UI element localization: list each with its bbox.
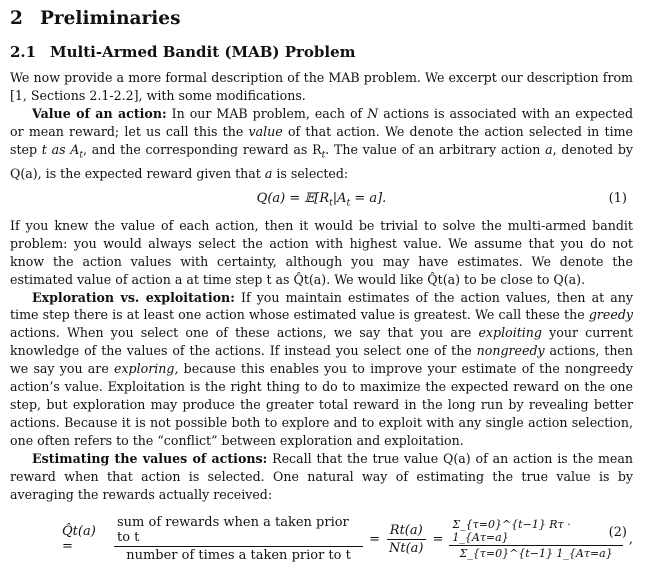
eq2-den1: number of times a taken prior to t: [126, 548, 351, 564]
equation-2: Q̂t(a) = $\frac{\text{sum of rewards when a taken prior to t}}{\text{number of times a taken prior to t}}$ = $\frac{Rt(a)}{Nt(a)}$ = $\frac{\Sigma\_\{\tau=0\}\^{}\{t-1\} R\tau \cdot 1\_\{A\tau=a\}}{\Sigma\_\{\tau=0\}\^{}\{t-1\} 1\_\{A\tau=a\}}$ , (2): [62, 515, 634, 564]
eq2-num1: sum of rewards when a taken prior to t: [114, 515, 363, 547]
value-text-f: . The value of an arbitrary action: [325, 141, 546, 157]
estimating-heading: Estimating the values of actions:: [32, 450, 268, 466]
explore-nongreedy: nongreedy: [476, 343, 545, 359]
value-text-g: , denoted by Q(a), is the expected reward given that: [10, 141, 633, 182]
eq2-num3: Σ_{τ=0}^{t−1} Rτ · 1_{Aτ=a}: [449, 518, 622, 546]
eq1-part3: = a].: [350, 190, 387, 206]
value-t: t: [41, 141, 47, 157]
section-heading: [10, 8, 633, 29]
equation-2-tag: (2): [608, 525, 627, 541]
equation-1: [10, 183, 633, 217]
eq2-lhs: Q̂t(a) =: [62, 524, 96, 555]
value-text-a: In our MAB problem, each of: [166, 105, 368, 121]
eq1-part2: |A: [332, 190, 347, 206]
subsection-heading: [10, 43, 633, 61]
equation-1-tag: (1): [608, 190, 627, 206]
exploration-heading: Exploration vs. exploitation:: [32, 289, 235, 305]
value-text-d: as A: [46, 141, 80, 157]
value-n: N: [367, 105, 379, 121]
value-text-h: is selected:: [272, 166, 349, 182]
eq2-fraction-2: [386, 523, 427, 556]
explore-exploring: exploring,: [114, 361, 179, 377]
explore-t5: because this enables you to improve your estimate of the nongreedy action’s value. Exploitation is the right thing to do to maximize the expected reward on the one step, but exploration may produce the greater total reward in the long run by revealing better actions. Because it is not possible both to explore and to exploit with any single action selection, one often refers to the “conflict” between exploration and exploitation.: [10, 361, 633, 448]
eq2-fraction-1: [114, 515, 363, 563]
value-word: value: [248, 123, 283, 139]
eq1-part1: Q(a) = 𝔼[R: [256, 190, 330, 206]
explore-t3: your current knowledge of the values of the actions. If instead you select one of the: [10, 325, 633, 359]
explore-t4: actions, then we say you are: [10, 343, 633, 377]
section-title: Preliminaries: [40, 8, 181, 29]
eq1-sub1: t: [329, 198, 333, 209]
section-number: 2: [10, 8, 23, 29]
intro-paragraph: We now provide a more formal description of the MAB problem. We excerpt our description from [1, Sections 2.1-2.2], with some modifications.: [10, 70, 633, 103]
explore-exploiting: exploiting: [478, 325, 542, 341]
eq1-sub2: t: [346, 198, 351, 209]
estimating-paragraph: [10, 450, 633, 504]
value-text-b: actions is associated with an expected or mean reward; let us call this the: [10, 105, 633, 139]
subsection-title: Multi-Armed Bandit (MAB) Problem: [50, 43, 356, 61]
subsection-number: 2.1: [10, 43, 37, 61]
explore-greedy: greedy: [588, 307, 633, 323]
value-text-c: of that action. We denote the action selected in time step: [10, 123, 633, 157]
eq2-den3: Σ_{τ=0}^{t−1} 1_{Aτ=a}: [459, 547, 613, 561]
eq2-fraction-3: [449, 518, 622, 560]
value-text-e: , and the corresponding reward as R: [83, 141, 322, 157]
explore-t2: actions. When you select one of these actions, we say that you are: [10, 325, 479, 341]
value-a: a: [545, 141, 553, 157]
value-paragraph: Value of an action: In our MAB problem, each of N actions is associated with an expected or mean reward; let us call this the value of that action. We denote the action selected in time step t as $A_t$, and the corresponding reward as $R_t$. The value of an arbitrary action a, denoted by Q(a), is the expected reward given that a is selected:: [10, 105, 633, 182]
value-heading: Value of an action:: [32, 105, 167, 121]
eq2-den2: Nt(a): [388, 540, 424, 556]
explore-t1: If you maintain estimates of the action values, then at any time step there is at least one action whose estimated value is greatest. We call these the: [10, 289, 633, 323]
exploration-paragraph: [10, 289, 633, 450]
eq2-num2: Rt(a): [387, 523, 426, 540]
estimating-text: Recall that the true value Q(a) of an action is the mean reward when that action is selected. One natural way of estimating the true value is by averaging the rewards actually received:: [10, 450, 633, 502]
estimate-intro-paragraph: If you knew the value of each action, then it would be trivial to solve the multi-armed bandit problem: you would always select the action with highest value. We assume that you do not know the action values with certainty, although you may have estimates. We denote the estimated value of action a at time step t as Q̂t(a). We would like Q̂t(a) to be close to Q(a).: [10, 217, 633, 287]
